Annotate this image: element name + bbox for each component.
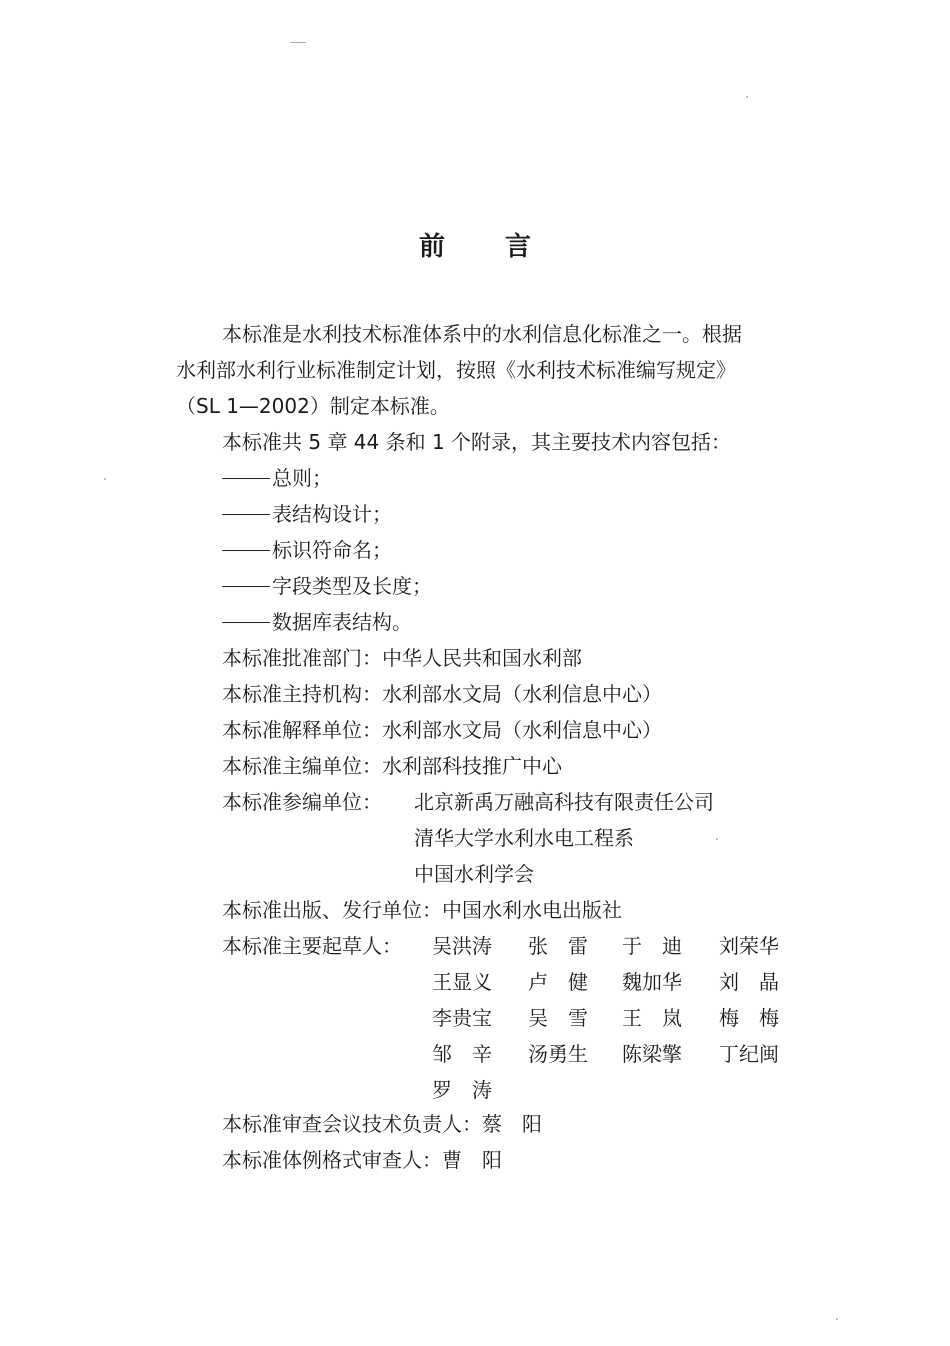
participants-label: 本标准参编单位： [222, 790, 382, 814]
participant-org: 北京新禹万融高科技有限责任公司 [414, 790, 714, 814]
drafters-label: 本标准主要起草人： [222, 934, 402, 958]
intro-line-3: （SL 1—2002）制定本标准。 [176, 394, 450, 418]
drafter-name: 邹 辛 [432, 1042, 492, 1066]
dash-mark [222, 478, 270, 479]
participant-org: 中国水利学会 [414, 862, 534, 886]
intro-line-1: 本标准是水利技术标准体系中的水利信息化标准之一。根据 [222, 322, 742, 346]
drafter-name: 吴洪涛 [432, 934, 492, 958]
approval-line: 本标准批准部门：中华人民共和国水利部 [222, 646, 582, 670]
page-title [0, 226, 950, 263]
review-format-line: 本标准体例格式审查人：曹 阳 [222, 1148, 502, 1172]
title-char-1: 前 [418, 232, 445, 262]
content-item: 字段类型及长度； [222, 574, 432, 598]
content-item: 表结构设计； [222, 502, 392, 526]
dash-mark [222, 586, 270, 587]
scan-speck [290, 42, 306, 43]
drafter-name: 刘荣华 [719, 934, 779, 958]
drafter-name: 罗 涛 [432, 1078, 492, 1102]
chief-editor-line: 本标准主编单位：水利部科技推广中心 [222, 754, 562, 778]
drafter-name: 卢 健 [528, 970, 588, 994]
scan-speck [836, 1318, 838, 1320]
title-char-2: 言 [505, 232, 532, 262]
dash-mark [222, 514, 270, 515]
content-item: 数据库表结构。 [222, 610, 412, 634]
scan-speck [716, 838, 718, 840]
drafter-name: 梅 梅 [719, 1006, 779, 1030]
scan-speck [104, 478, 106, 480]
drafter-name: 陈梁擎 [622, 1042, 682, 1066]
drafter-name: 刘 晶 [719, 970, 779, 994]
drafter-name: 于 迪 [622, 934, 682, 958]
dash-mark [222, 622, 270, 623]
drafter-name: 王显义 [432, 970, 492, 994]
interpret-line: 本标准解释单位：水利部水文局（水利信息中心） [222, 718, 662, 742]
content-item: 标识符命名； [222, 538, 392, 562]
participant-org: 清华大学水利水电工程系 [414, 826, 634, 850]
drafter-name: 汤勇生 [528, 1042, 588, 1066]
dash-mark [222, 550, 270, 551]
drafter-name: 吴 雪 [528, 1006, 588, 1030]
review-tech-line: 本标准审查会议技术负责人：蔡 阳 [222, 1112, 542, 1136]
drafter-name: 王 岚 [622, 1006, 682, 1030]
host-line: 本标准主持机构：水利部水文局（水利信息中心） [222, 682, 662, 706]
intro-line-4: 本标准共 5 章 44 条和 1 个附录，其主要技术内容包括： [222, 430, 732, 454]
content-item: 总则； [222, 466, 332, 490]
drafter-name: 魏加华 [622, 970, 682, 994]
drafter-name: 李贵宝 [432, 1006, 492, 1030]
drafter-name: 张 雷 [528, 934, 588, 958]
drafter-name: 丁纪闽 [719, 1042, 779, 1066]
scan-speck [746, 96, 748, 98]
intro-line-2: 水利部水利行业标准制定计划，按照《水利技术标准编写规定》 [176, 358, 736, 382]
publisher-line: 本标准出版、发行单位：中国水利水电出版社 [222, 898, 622, 922]
